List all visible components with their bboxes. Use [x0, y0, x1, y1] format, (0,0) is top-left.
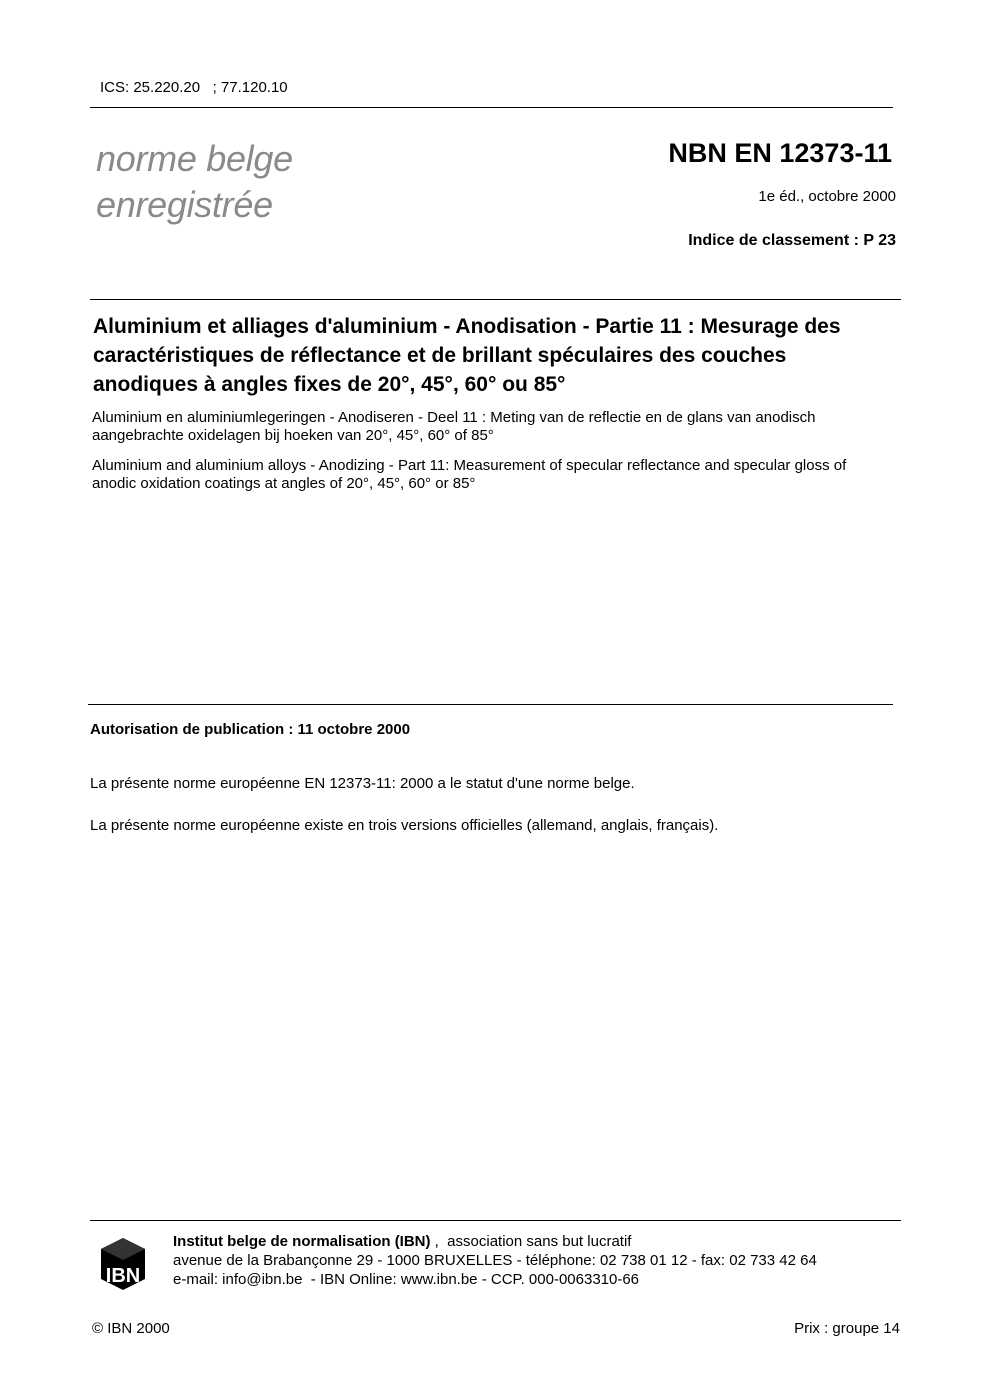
- footer-divider: [90, 1220, 901, 1221]
- versions-paragraph: La présente norme européenne existe en trois versions officielles (allemand, anglais, français).: [90, 817, 719, 834]
- title-english: Aluminium and aluminium alloys - Anodizing - Part 11: Measurement of specular reflectance and specular gloss of anodic oxidation coatings at angles of 20°, 45°, 60° or 85°: [92, 457, 847, 492]
- edition-date: 1e éd., octobre 2000: [758, 188, 896, 205]
- body-divider: [88, 704, 893, 705]
- institute-line: [173, 1233, 631, 1250]
- top-divider: [90, 107, 893, 108]
- publication-authorization: Autorisation de publication : 11 octobre 2000: [90, 721, 411, 738]
- institute-contact: e-mail: info@ibn.be - IBN Online: www.ibn.be - CCP. 000-0063310-66: [173, 1271, 640, 1288]
- title-dutch: Aluminium en aluminiumlegeringen - Anodiseren - Deel 11 : Meting van de reflectie en de glans van anodisch aangebrachte oxidelagen bij hoeken van 20°, 45°, 60° of 85°: [92, 409, 816, 444]
- brand-line-2: enregistrée: [96, 184, 273, 225]
- price-group: Prix : groupe 14: [794, 1320, 900, 1337]
- institute-address: avenue de la Brabançonne 29 - 1000 BRUXELLES - téléphone: 02 738 01 12 - fax: 02 733 42 64: [173, 1252, 817, 1269]
- title-french: Aluminium et alliages d'aluminium - Anodisation - Partie 11 : Mesurage des caractéristiques de réflectance et de brillant spéculaires des couches anodiques à angles fixes de 20°, 45°, 60° ou 85°: [93, 315, 841, 396]
- institute-suffix: , association sans but lucratif: [430, 1233, 632, 1250]
- classification-index: Indice de classement : P 23: [688, 232, 896, 249]
- brand-line-1: norme belge: [96, 138, 293, 179]
- ics-code: ICS: 25.220.20 ; 77.120.10: [100, 79, 288, 96]
- institute-name: Institut belge de normalisation (IBN): [173, 1233, 431, 1250]
- ibn-logo-text: IBN: [105, 1265, 141, 1287]
- ibn-logo-icon: [99, 1236, 147, 1292]
- title-divider: [90, 299, 901, 300]
- status-paragraph: La présente norme européenne EN 12373-11: 2000 a le statut d'une norme belge.: [90, 775, 635, 792]
- copyright: © IBN 2000: [92, 1320, 170, 1337]
- standard-number: NBN EN 12373-11: [668, 138, 892, 168]
